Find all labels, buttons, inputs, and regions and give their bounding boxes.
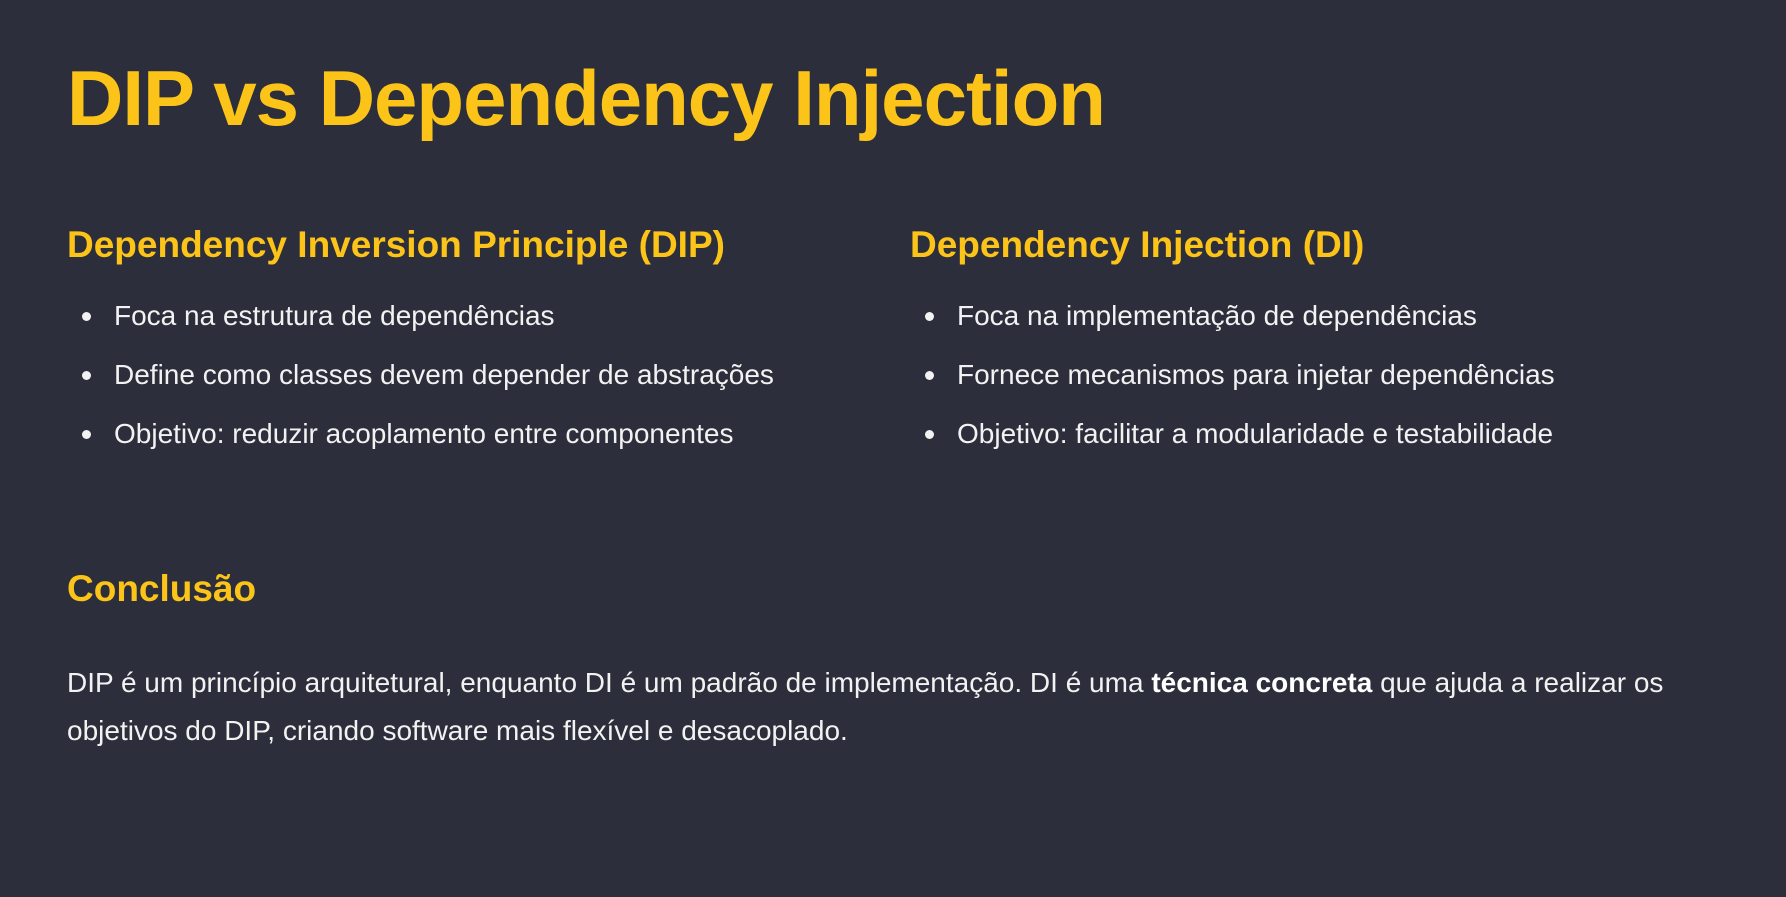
- list-item: [67, 292, 827, 340]
- conclusion-text-before: DIP é um princípio arquitetural, enquanto DI é um padrão de implementação. DI é uma: [67, 667, 1152, 698]
- slide-title: DIP vs Dependency Injection: [67, 54, 1105, 142]
- conclusion-paragraph: [67, 659, 1707, 755]
- di-list: [910, 292, 1670, 458]
- list-item: [910, 292, 1670, 340]
- di-heading: Dependency Injection (DI): [910, 224, 1365, 265]
- list-item-text: Foca na implementação de dependências: [957, 300, 1477, 331]
- dip-list: [67, 292, 827, 458]
- list-item-text: Foca na estrutura de dependências: [114, 300, 555, 331]
- conclusion-emphasis: técnica concreta: [1151, 667, 1373, 698]
- dip-heading: Dependency Inversion Principle (DIP): [67, 224, 725, 265]
- list-item: [910, 351, 1670, 399]
- bullet-icon: [82, 430, 91, 439]
- dip-column: [67, 219, 827, 469]
- bullet-icon: [925, 371, 934, 380]
- list-item-text: Objetivo: facilitar a modularidade e testabilidade: [957, 418, 1554, 449]
- di-column: [910, 219, 1670, 469]
- list-item: [910, 410, 1670, 458]
- list-item-text: Objetivo: reduzir acoplamento entre componentes: [114, 418, 734, 449]
- conclusion-heading: Conclusão: [67, 568, 257, 609]
- list-item-text: Define como classes devem depender de abstrações: [114, 359, 774, 390]
- bullet-icon: [925, 430, 934, 439]
- bullet-icon: [82, 312, 91, 321]
- bullet-icon: [82, 371, 91, 380]
- bullet-icon: [925, 312, 934, 321]
- list-item: [67, 410, 827, 458]
- conclusion-text-after: que ajuda a realizar os objetivos do DIP, criando software mais flexível e desacoplado.: [67, 667, 1664, 746]
- list-item-text: Fornece mecanismos para injetar dependências: [957, 359, 1555, 390]
- list-item: [67, 351, 827, 399]
